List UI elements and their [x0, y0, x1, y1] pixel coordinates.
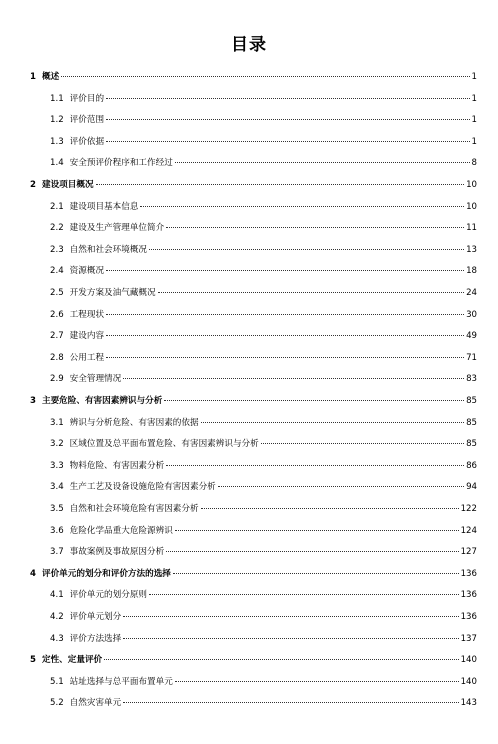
dot-leader — [106, 141, 469, 142]
page-title: 目录 — [231, 35, 267, 55]
toc-entry[interactable] — [50, 546, 477, 558]
dot-leader — [123, 378, 464, 379]
toc-entry-page: 13 — [466, 244, 477, 255]
toc-entry-page: 124 — [460, 525, 477, 536]
toc-entry[interactable] — [50, 330, 477, 342]
toc-entry-label: 评价单元的划分和评价方法的选择 — [41, 568, 171, 579]
toc-entry[interactable] — [30, 654, 477, 666]
toc-entry-label: 建设项目基本信息 — [69, 201, 139, 212]
toc-entry-number: 2.5 — [50, 288, 64, 298]
toc-entry-number: 1.2 — [50, 115, 64, 126]
toc-entry-number: 2.9 — [50, 374, 64, 385]
toc-entry-page: 1 — [471, 93, 477, 104]
toc-entry-page: 143 — [460, 698, 477, 709]
dot-leader — [106, 314, 464, 315]
toc-entry-page: 136 — [460, 568, 477, 579]
toc-entry-number: 2.8 — [50, 352, 64, 363]
toc-entry-page: 94 — [466, 482, 477, 493]
toc-entry-page: 10 — [466, 201, 477, 212]
toc-entry-number: 5.2 — [50, 698, 64, 709]
toc-entry-label: 生产工艺及设备设施危险有害因素分析 — [69, 482, 216, 493]
toc-entry-number: 1.1 — [50, 93, 64, 104]
toc-entry-label: 评价单元划分 — [69, 612, 122, 622]
toc-entry-label: 工程现状 — [69, 309, 105, 320]
toc-entry[interactable] — [50, 93, 477, 105]
dot-leader — [158, 292, 464, 293]
toc-entry[interactable] — [50, 244, 477, 256]
toc-entry-number: 3.5 — [50, 504, 64, 514]
toc-entry-label: 建设及生产管理单位简介 — [69, 223, 165, 234]
toc-entry-label: 定性、定量评价 — [41, 655, 103, 666]
toc-entry-label: 自然灾害单元 — [69, 698, 122, 709]
toc-entry-number: 2.2 — [50, 223, 64, 234]
toc-entry-number: 2.3 — [50, 244, 64, 255]
dot-leader — [106, 98, 469, 99]
toc-entry-page: 85 — [466, 417, 477, 428]
toc-entry-page: 127 — [460, 547, 477, 558]
toc-entry-number: 3.6 — [50, 525, 64, 536]
toc-entry-page: 24 — [466, 288, 477, 298]
dot-leader — [166, 551, 458, 552]
dot-leader — [104, 659, 458, 660]
dot-leader — [123, 638, 458, 639]
toc-entry-number: 2.6 — [50, 309, 64, 320]
dot-leader — [261, 443, 464, 444]
toc-entry-page: 71 — [466, 352, 477, 363]
toc-entry[interactable] — [50, 525, 477, 537]
toc-entry-number: 3.4 — [50, 482, 64, 493]
toc-entry-number: 4.3 — [50, 633, 64, 644]
dot-leader — [201, 422, 464, 423]
toc-entry-label: 危险化学品重大危险源辨识 — [69, 525, 173, 536]
toc-entry-page: 1 — [471, 72, 477, 82]
dot-leader — [140, 206, 464, 207]
toc-entry-label: 开发方案及油气藏概况 — [69, 288, 156, 298]
toc-entry-label: 公用工程 — [69, 352, 105, 363]
toc-entry-label: 辨识与分析危险、有害因素的依据 — [69, 417, 199, 428]
dot-leader — [106, 119, 469, 120]
toc-entry-label: 评价单元的划分原则 — [69, 590, 148, 601]
toc-entry-page: 8 — [471, 158, 477, 169]
toc-entry-number: 3.7 — [50, 547, 64, 558]
toc-entry-page: 11 — [466, 223, 477, 234]
toc-entry-number: 3.1 — [50, 417, 64, 428]
toc-entry-page: 140 — [460, 655, 477, 666]
dot-leader — [106, 335, 464, 336]
toc-entry-number: 1 — [30, 72, 36, 82]
toc-entry-number: 3.3 — [50, 460, 64, 471]
dot-leader — [123, 702, 458, 703]
toc-entry-label: 站址选择与总平面布置单元 — [69, 676, 173, 687]
toc-entry-page: 1 — [471, 115, 477, 126]
toc-entry[interactable] — [50, 201, 477, 213]
toc-entry-page: 137 — [460, 633, 477, 644]
toc-entry-page: 136 — [460, 612, 477, 622]
dot-leader — [106, 357, 464, 358]
toc-entry-page: 49 — [466, 331, 477, 342]
toc-entry-label: 建设项目概况 — [41, 180, 94, 190]
toc-entry[interactable] — [50, 460, 477, 472]
toc-entry-label: 评价依据 — [69, 136, 105, 147]
dot-leader — [201, 508, 459, 509]
toc-entry-number: 4 — [30, 568, 36, 579]
toc-entry-label: 概述 — [41, 72, 60, 82]
dot-leader — [175, 681, 459, 682]
toc-entry[interactable] — [50, 697, 477, 709]
toc-entry-number: 1.4 — [50, 158, 64, 169]
dot-leader — [149, 594, 459, 595]
toc-entry[interactable] — [50, 676, 477, 688]
toc-entry-number: 2 — [30, 180, 36, 190]
toc-entry-number: 5 — [30, 655, 36, 666]
toc-entry[interactable] — [30, 71, 477, 83]
toc-entry-label: 事故案例及事故原因分析 — [69, 547, 165, 558]
toc-entry-page: 1 — [471, 136, 477, 147]
toc-entry-number: 2.4 — [50, 266, 64, 277]
toc-entry-label: 物料危险、有害因素分析 — [69, 460, 165, 471]
toc-entry-label: 主要危险、有害因素辨识与分析 — [41, 396, 163, 406]
toc-entry-label: 自然和社会环境危险有害因素分析 — [69, 504, 199, 514]
toc-entry[interactable] — [50, 352, 477, 364]
toc-entry-label: 资源概况 — [69, 266, 105, 277]
dot-leader — [173, 573, 459, 574]
toc-entry[interactable] — [50, 222, 477, 234]
toc-entry[interactable] — [50, 157, 477, 169]
toc-entry[interactable] — [30, 568, 477, 580]
toc-entry[interactable] — [50, 503, 477, 515]
toc-entry-page: 122 — [460, 504, 477, 514]
toc-entry-number: 2.7 — [50, 331, 64, 342]
toc-entry-number: 4.1 — [50, 590, 64, 601]
dot-leader — [149, 249, 464, 250]
toc-entry[interactable] — [50, 114, 477, 126]
toc-entry-label: 自然和社会环境概况 — [69, 244, 148, 255]
toc-entry[interactable] — [30, 395, 477, 407]
dot-leader — [96, 184, 465, 185]
toc-entry-page: 85 — [466, 439, 477, 450]
toc-entry[interactable] — [50, 136, 477, 148]
dot-leader — [61, 76, 469, 77]
toc-entry[interactable] — [50, 633, 477, 645]
toc-entry-label: 安全预评价程序和工作经过 — [69, 158, 173, 169]
toc-entry-page: 30 — [466, 309, 477, 320]
toc-entry[interactable] — [50, 417, 477, 429]
dot-leader — [218, 486, 464, 487]
toc-entry-label: 评价目的 — [69, 93, 105, 104]
toc-entry[interactable] — [50, 309, 477, 321]
toc-entry-page: 140 — [460, 676, 477, 687]
toc-entry[interactable] — [30, 179, 477, 191]
dot-leader — [166, 227, 464, 228]
toc-entry-number: 3.2 — [50, 439, 64, 450]
toc-entry-page: 83 — [466, 374, 477, 385]
toc-entry-label: 建设内容 — [69, 331, 105, 342]
toc-entry-number: 1.3 — [50, 136, 64, 147]
toc-entry-label: 安全管理情况 — [69, 374, 122, 385]
toc-entry-page: 85 — [466, 396, 477, 406]
toc-entry[interactable] — [50, 438, 477, 450]
toc-entry[interactable] — [50, 265, 477, 277]
toc-entry-label: 区域位置及总平面布置危险、有害因素辨识与分析 — [69, 439, 259, 450]
dot-leader — [123, 616, 458, 617]
toc-entry[interactable] — [50, 589, 477, 601]
toc-entry[interactable] — [50, 373, 477, 385]
toc-entry[interactable] — [50, 611, 477, 623]
dot-leader — [106, 270, 464, 271]
dot-leader — [166, 465, 464, 466]
toc-entry-page: 10 — [466, 180, 477, 190]
dot-leader — [164, 400, 464, 401]
toc-entry-page: 86 — [466, 460, 477, 471]
toc-entry-number: 5.1 — [50, 676, 64, 687]
toc-entry-number: 2.1 — [50, 201, 64, 212]
toc-entry-label: 评价范围 — [69, 115, 105, 126]
toc-entry-number: 4.2 — [50, 612, 64, 622]
toc-entry-page: 136 — [460, 590, 477, 601]
dot-leader — [175, 162, 470, 163]
toc-entry-label: 评价方法选择 — [69, 633, 122, 644]
toc-entry[interactable] — [50, 481, 477, 493]
toc-entry-page: 18 — [466, 266, 477, 277]
toc-entry-number: 3 — [30, 396, 36, 406]
dot-leader — [175, 530, 459, 531]
toc-entry[interactable] — [50, 287, 477, 299]
